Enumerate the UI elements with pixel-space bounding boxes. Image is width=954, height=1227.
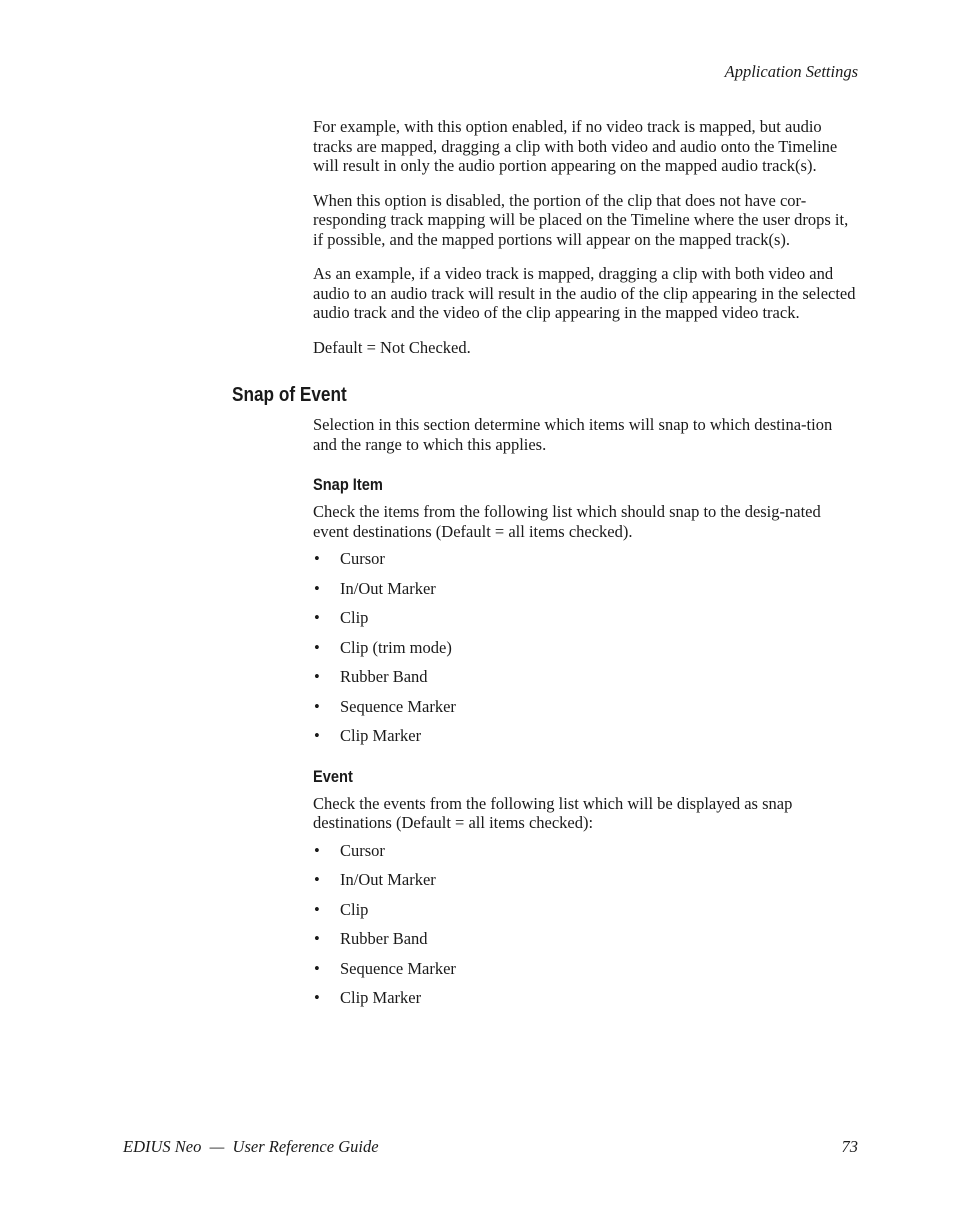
- list-item: [313, 841, 860, 861]
- list-item-label: In/Out Marker: [340, 870, 436, 889]
- event-list: [313, 841, 860, 1008]
- intro-section: [313, 117, 860, 357]
- list-item: [313, 988, 860, 1008]
- subheading-event: Event: [313, 766, 353, 786]
- bullet-icon: •: [314, 696, 320, 716]
- snap-of-event-description: Selection in this section determine which items will snap to which destina-tion and the range to which this applies.: [313, 415, 833, 454]
- list-item: [313, 638, 860, 658]
- snap-item-list: [313, 549, 860, 746]
- bullet-icon: •: [314, 929, 320, 948]
- list-item-label: Rubber Band: [340, 667, 428, 686]
- bullet-icon: •: [314, 870, 320, 889]
- list-item-label: Clip: [340, 899, 369, 919]
- list-item: [313, 667, 860, 687]
- list-item-label: Cursor: [340, 549, 385, 568]
- subheading-snap-item: Snap Item: [313, 475, 383, 494]
- list-item-label: Clip Marker: [340, 988, 422, 1007]
- footer-guide-title: EDIUS Neo — User Reference Guide: [123, 1137, 379, 1156]
- section-heading-snap-of-event: Snap of Event: [232, 384, 347, 406]
- list-item: [313, 900, 860, 920]
- list-item: [313, 608, 860, 628]
- list-item-label: Clip: [340, 608, 369, 627]
- bullet-icon: •: [314, 637, 320, 657]
- list-item-label: Clip Marker: [340, 726, 422, 745]
- intro-paragraph-2: When this option is disabled, the portion of the clip that does not have cor-responding track mapping will be placed on the Timeline where the user drops it, if possible, and the mapped portions will appear on the mapped track(s).: [313, 190, 849, 249]
- intro-paragraph-1: For example, with this option enabled, if no video track is mapped, but audio tracks are mapped, dragging a clip with both video and audio onto the Timeline will result in only the audio portion appearing on the mapped audio track(s).: [313, 117, 838, 175]
- list-item: [313, 959, 860, 979]
- list-item: [313, 579, 860, 599]
- bullet-icon: •: [314, 667, 320, 686]
- bullet-icon: •: [314, 988, 320, 1007]
- intro-paragraph-3: As an example, if a video track is mapped, dragging a clip with both video and audio to an audio track will result in the audio of the clip appearing in the selected audio track and the video of the clip appearing in the mapped video track.: [313, 264, 856, 322]
- footer-page-number: 73: [841, 1137, 858, 1156]
- list-item-label: Cursor: [340, 840, 385, 860]
- snap-item-description: Check the items from the following list which should snap to the desig-nated event destinations (Default = all items checked).: [313, 502, 821, 541]
- list-item: [313, 870, 860, 890]
- list-item-label: Sequence Marker: [340, 696, 456, 716]
- bullet-icon: •: [314, 958, 320, 978]
- list-item: [313, 697, 860, 717]
- list-item-label: Clip (trim mode): [340, 637, 452, 657]
- bullet-icon: •: [314, 840, 320, 860]
- snap-of-event-section: [313, 415, 860, 1008]
- list-item: [313, 726, 860, 746]
- list-item-label: Rubber Band: [340, 929, 428, 948]
- page-content: [232, 117, 860, 1018]
- bullet-icon: •: [314, 726, 320, 745]
- list-item: [313, 549, 860, 569]
- event-description: Check the events from the following list which will be displayed as snap destinations (Default = all items checked):: [313, 793, 793, 832]
- bullet-icon: •: [314, 549, 320, 568]
- running-header: Application Settings: [724, 62, 858, 81]
- list-item-label: In/Out Marker: [340, 578, 436, 598]
- list-item-label: Sequence Marker: [340, 958, 456, 978]
- list-item: [313, 929, 860, 949]
- bullet-icon: •: [314, 899, 320, 919]
- default-note: Default = Not Checked.: [313, 337, 471, 357]
- bullet-icon: •: [314, 578, 320, 598]
- bullet-icon: •: [314, 608, 320, 627]
